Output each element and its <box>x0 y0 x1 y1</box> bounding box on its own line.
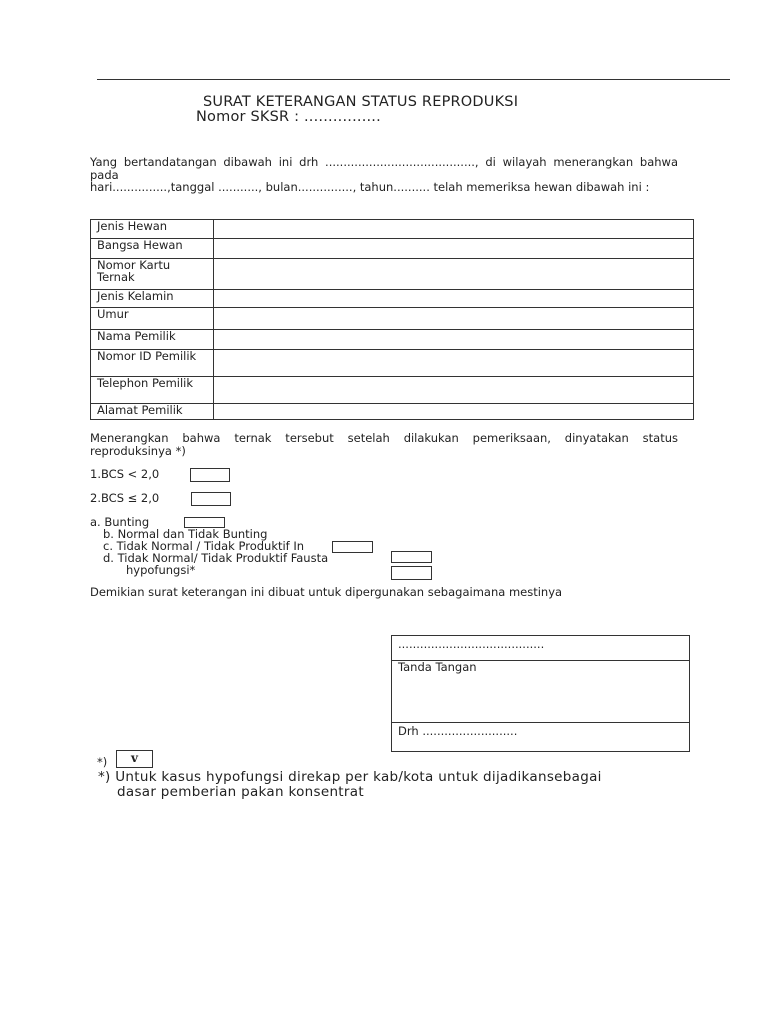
footnote-marker: *) <box>97 755 108 769</box>
table-row <box>91 330 694 350</box>
row-value[interactable] <box>214 308 694 330</box>
table-row <box>91 220 694 239</box>
tidak-normal-in-checkbox[interactable] <box>332 541 373 553</box>
row-label: Telephon Pemilik <box>91 377 214 404</box>
footnote-text <box>98 770 676 800</box>
signature-divider-bottom <box>392 722 689 723</box>
signature-dots: ........................................ <box>398 637 545 651</box>
bcs-item-1: 1.BCS < 2,0 <box>90 467 160 481</box>
signature-box <box>391 635 690 752</box>
fausta-checkbox[interactable] <box>391 551 432 563</box>
row-value[interactable] <box>214 330 694 350</box>
status-a-label: a. Bunting <box>90 515 150 529</box>
footnote-line-2: dasar pemberian pakan konsentrat <box>117 784 364 800</box>
drh-line: Drh .......................... <box>398 724 518 738</box>
row-value[interactable] <box>214 220 694 239</box>
animal-data-table <box>90 219 694 420</box>
table-row <box>91 404 694 420</box>
row-value[interactable] <box>214 404 694 420</box>
status-d-label: d. Tidak Normal/ Tidak Produktif Fausta <box>103 551 329 565</box>
document-title: SURAT KETERANGAN STATUS REPRODUKSI <box>203 94 519 110</box>
footnote-line-1: *) Untuk kasus hypofungsi direkap per kab/kota untuk dijadikansebagai <box>98 769 602 785</box>
row-value[interactable] <box>214 350 694 377</box>
document-number: Nomor SKSR : ................ <box>196 109 381 125</box>
bcs-item-2: 2.BCS ≤ 2,0 <box>90 491 160 505</box>
bcs-2-checkbox[interactable] <box>191 492 231 506</box>
row-value[interactable] <box>214 239 694 259</box>
closing-statement: Demikian surat keterangan ini dibuat untuk dipergunakan sebagaimana mestinya <box>90 585 563 599</box>
status-statement: Menerangkan bahwa ternak tersebut setelah dilakukan pemeriksaan, dinyatakan status reproduksinya *) <box>90 431 678 458</box>
row-value[interactable] <box>214 377 694 404</box>
table-row <box>91 350 694 377</box>
row-label: Alamat Pemilik <box>91 404 214 420</box>
signature-label: Tanda Tangan <box>398 660 477 674</box>
table-row <box>91 259 694 290</box>
row-label: Bangsa Hewan <box>91 239 214 259</box>
table-row <box>91 377 694 404</box>
table-row <box>91 290 694 308</box>
status-d-continuation: hypofungsi* <box>126 563 196 577</box>
table-row <box>91 308 694 330</box>
row-label: Jenis Hewan <box>91 220 214 239</box>
hypofungsi-checkbox[interactable] <box>391 566 432 580</box>
check-mark-icon: v <box>116 750 153 768</box>
intro-line-2: hari...............,tanggal ..........., bulan..............., tahun.......... telah memeriksa hewan dibawah ini : <box>90 180 650 194</box>
row-label: Nomor ID Pemilik <box>91 350 214 377</box>
row-label: Nomor Kartu Ternak <box>91 259 214 290</box>
bcs-1-checkbox[interactable] <box>190 468 230 482</box>
row-value[interactable] <box>214 290 694 308</box>
row-value[interactable] <box>214 259 694 290</box>
status-b-label: b. Normal dan Tidak Bunting <box>103 527 268 541</box>
intro-line-1: Yang bertandatangan dibawah ini drh ........................................., di wilayah menerangkan bahwa pada <box>90 155 678 182</box>
row-label: Nama Pemilik <box>91 330 214 350</box>
table-row <box>91 239 694 259</box>
status-c-label: c. Tidak Normal / Tidak Produktif In <box>103 539 305 553</box>
row-label: Umur <box>91 308 214 330</box>
intro-paragraph <box>90 156 678 194</box>
row-label: Jenis Kelamin <box>91 290 214 308</box>
top-rule <box>97 79 730 80</box>
